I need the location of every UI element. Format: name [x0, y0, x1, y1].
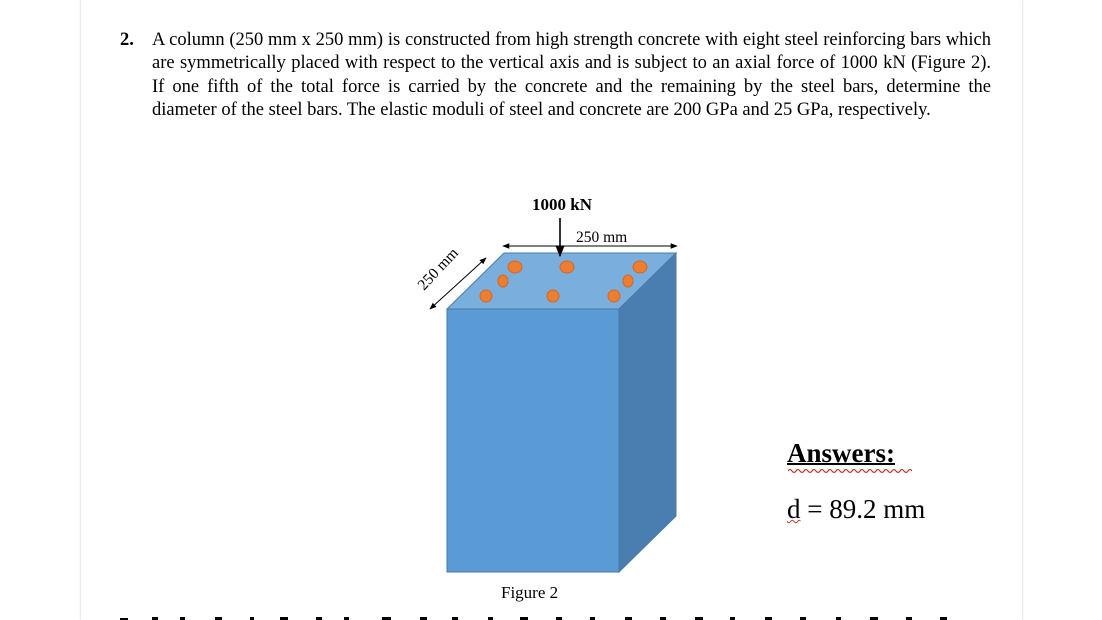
answer-rest: = 89.2 mm: [800, 494, 926, 524]
problem-text: A column (250 mm x 250 mm) is constructed from high strength concrete with eight steel reinforcing bars which are symmetrically placed with respect to the vertical axis and is subject to an axial force of 1000 kN (Figure 2). If one fifth of the total force is carried by the concrete and the remaining by the steel bars, determine the diameter of the steel bars. The elastic moduli of steel and concrete are 200 GPa and 25 GPa, respectively.: [152, 30, 991, 121]
steel-bar: [608, 290, 620, 302]
steel-bar: [498, 275, 508, 287]
problem-number: 2.: [120, 30, 134, 50]
steel-bar: [508, 261, 522, 273]
next-problem-cutoff: [120, 608, 990, 620]
spellcheck-underline: [788, 468, 912, 474]
force-label: 1000 kN: [532, 195, 592, 214]
column-side-face: [619, 253, 676, 572]
figure-caption: Figure 2: [501, 583, 559, 602]
steel-bar: [633, 261, 647, 273]
answer-value: [787, 493, 925, 525]
steel-bar: [547, 290, 559, 302]
answers-heading: Answers:: [787, 438, 895, 468]
width-label: 250 mm: [576, 229, 628, 246]
answer-symbol: d: [787, 494, 801, 524]
column-front-face: [447, 309, 619, 572]
steel-bar: [560, 261, 574, 273]
steel-bar: [480, 290, 492, 302]
steel-bar: [623, 275, 633, 287]
depth-label: 250 mm: [414, 244, 462, 294]
